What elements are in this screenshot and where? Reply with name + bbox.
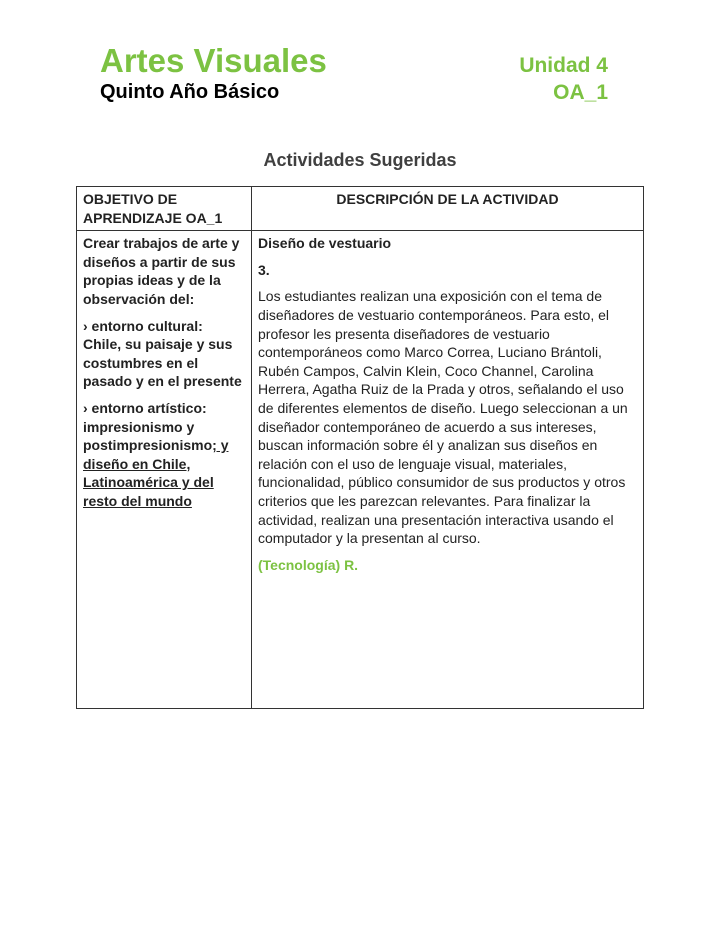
text-line: de diferentes elementos de diseño. Luego seleccionan a un [258,399,628,416]
activities-table [76,186,644,709]
text-line: Los estudiantes realizan una exposición con el tema de [258,288,602,305]
text-line: diseño en Chile, [83,455,191,472]
text-line: observación del: [83,290,195,307]
text-line: Latinoamérica y del [83,474,214,491]
text-line: resto del mundo [83,492,192,509]
objective-cell [77,231,252,709]
table-row [77,231,644,709]
unit-label: Unidad 4 [519,54,608,77]
objective-header [77,187,252,231]
table-header-row [77,187,644,231]
description-header: DESCRIPCIÓN DE LA ACTIVIDAD [252,187,644,231]
text-line: › entorno cultural: [83,317,203,334]
text-line: Rubén Campos, Calvin Klein, Coco Channel, Carolina [258,362,594,379]
text-line: Herrera, Agatha Ruiz de la Prada y otros, señalando el uso [258,381,624,398]
oa-label: OA_1 [553,81,608,104]
text-line: buscan información sobre él y analizan sus diseños en [258,437,598,454]
text-line: diseños a partir de sus [83,253,236,270]
grade-subtitle: Quinto Año Básico [100,81,280,103]
text-line: diseñador contemporáneo de acuerdo a sus intereses, [258,418,597,435]
header-line: OBJETIVO DE [83,191,178,207]
text-line: Crear trabajos de arte y [83,235,240,252]
section-title: Actividades Sugeridas [263,150,457,170]
text-line [83,436,245,455]
activity-title: Diseño de vestuario [258,235,392,252]
text-line: › entorno artístico: [83,399,207,416]
text-line: actividad, realizan una presentación interactiva usando el [258,511,614,528]
text-line: pasado y en el presente [83,373,242,390]
activity-note: (Tecnología) R. [258,556,359,573]
text-underlined: ; y [212,437,229,454]
objective-item-artistic [83,399,245,511]
text-line: relación con el uso de lenguaje visual, materiales, [258,455,567,472]
text-line: criterios que les parezcan relevantes. Para finalizar la [258,492,591,509]
text-line: impresionismo y [83,418,195,435]
text-plain: postimpresionismo [83,437,213,454]
text-line: diseñadores de vestuario contemporáneos. Para esto, el [258,306,609,323]
subject-title: Artes Visuales [100,42,327,79]
objective-intro [83,234,245,308]
text-line: profesor les presenta diseñadores de vestuario [258,325,550,342]
text-line: contemporáneos como Marco Correa, Luciano Brántoli, [258,344,602,361]
activity-description [258,287,637,547]
header-line: APRENDIZAJE OA_1 [83,209,223,226]
text-line: funcionalidad, público consumidor de sus productos y otros [258,474,626,491]
text-line: Chile, su paisaje y sus [83,336,233,353]
text-line: computador y la presentan al curso. [258,530,481,547]
activity-cell [252,231,644,709]
objective-item-cultural [83,317,245,391]
text-line: propias ideas y de la [83,272,221,289]
text-line: costumbres en el [83,354,199,371]
activity-number: 3. [258,261,270,278]
